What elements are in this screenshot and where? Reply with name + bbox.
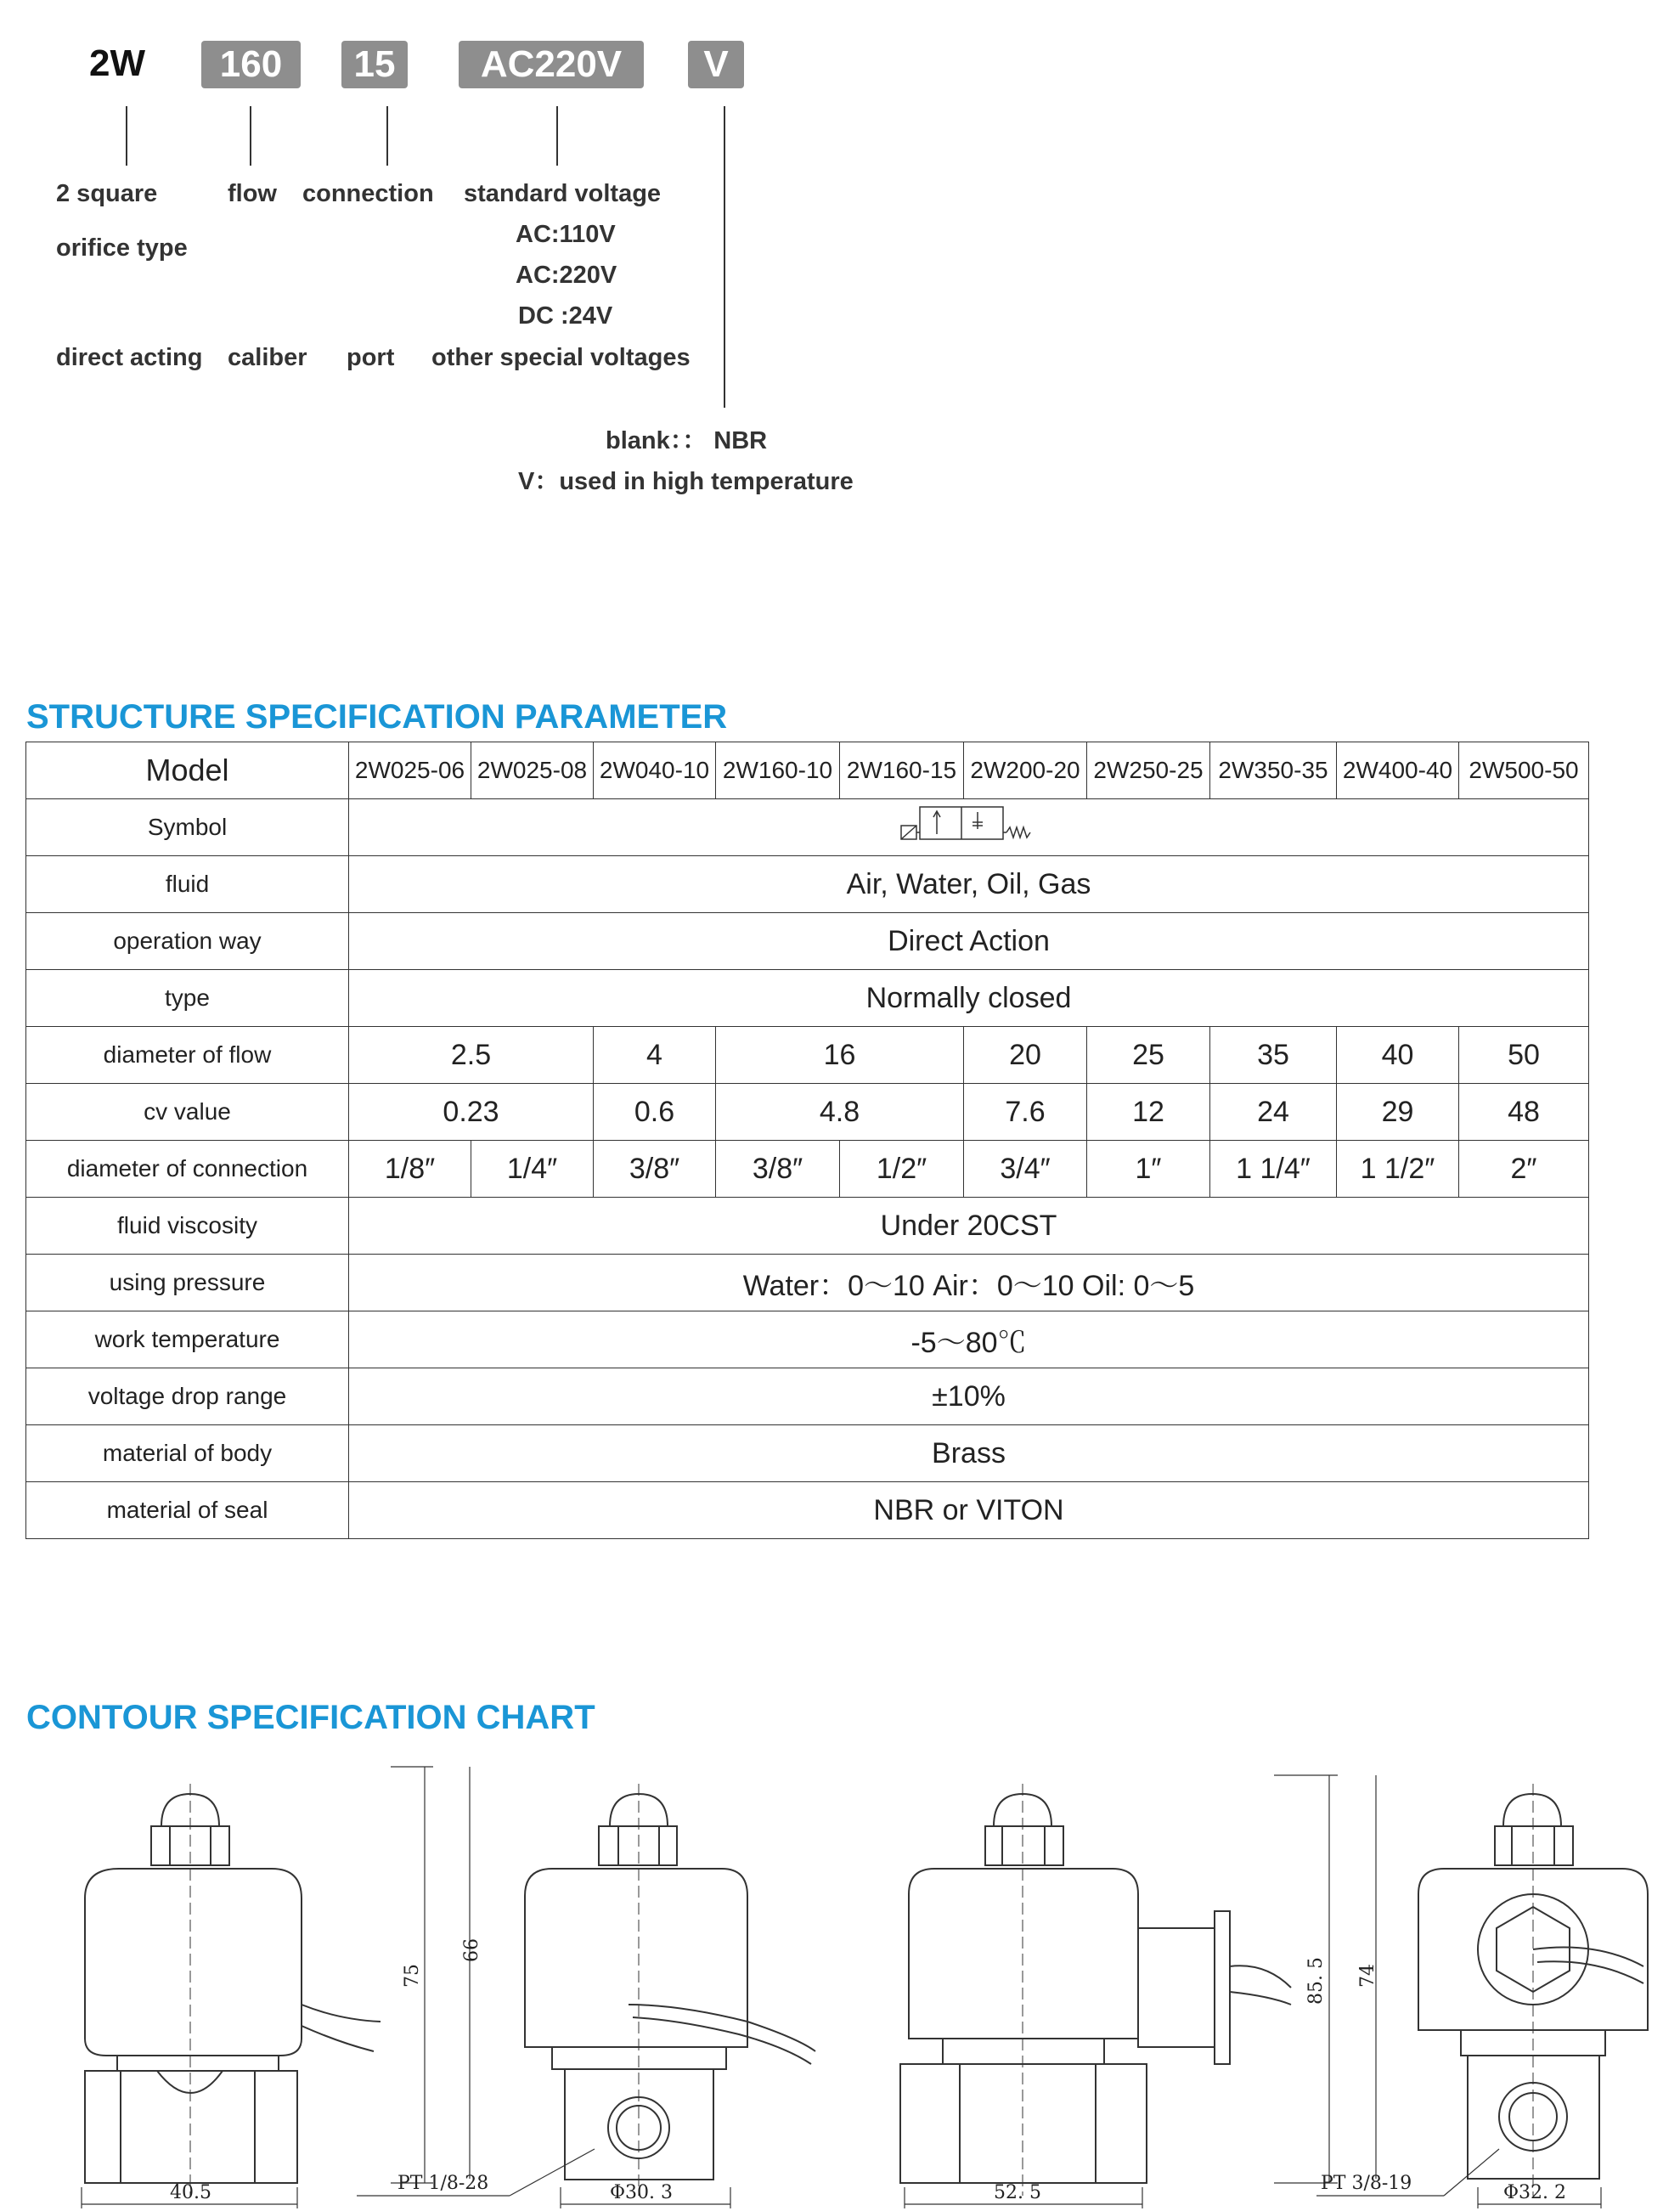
- type-value: Normally closed: [349, 970, 1589, 1027]
- model-cell: 2W400-40: [1337, 742, 1459, 799]
- contour-drawings: [0, 1750, 1680, 2208]
- row-label-operation: operation way: [26, 913, 349, 970]
- model-cell: 2W025-06: [349, 742, 471, 799]
- code-connector: [386, 106, 388, 166]
- small-height-total: 75: [402, 1964, 423, 1988]
- table-row-flow-diameter: [26, 1027, 1589, 1084]
- structure-title: STRUCTURE SPECIFICATION PARAMETER: [26, 698, 728, 736]
- table-row-temperature: [26, 1311, 1589, 1368]
- legend-voltage-2: AC:220V: [516, 262, 617, 289]
- viscosity-value: Under 20CST: [349, 1198, 1589, 1255]
- valve-symbol-cell: [349, 799, 1589, 856]
- row-label-fluid: fluid: [26, 856, 349, 913]
- table-row-fluid: [26, 856, 1589, 913]
- flow-diameter-cell: 40: [1337, 1027, 1459, 1084]
- large-valve-side-view: [1418, 1784, 1648, 2196]
- connection-cell: 1/2″: [840, 1141, 964, 1198]
- code-box-voltage: AC220V: [459, 41, 644, 88]
- model-cell: 2W350-35: [1210, 742, 1337, 799]
- connection-cell: 1 1/4″: [1210, 1141, 1337, 1198]
- connection-cell: 1″: [1087, 1141, 1210, 1198]
- small-diameter: Φ30. 3: [610, 2182, 674, 2203]
- voltage-drop-value: ±10%: [349, 1368, 1589, 1425]
- legend-connection: connection: [302, 180, 434, 207]
- row-label-symbol: Symbol: [26, 799, 349, 856]
- row-label-model: Model: [26, 742, 349, 799]
- spec-table: [25, 742, 1589, 1539]
- connection-cell: 1/8″: [349, 1141, 471, 1198]
- code-connector: [250, 106, 251, 166]
- row-label-cv: cv value: [26, 1084, 349, 1141]
- legend-caliber: caliber: [228, 344, 307, 371]
- model-cell: 2W160-15: [840, 742, 964, 799]
- flow-diameter-cell: 16: [716, 1027, 964, 1084]
- flow-diameter-cell: 2.5: [349, 1027, 594, 1084]
- row-label-type: type: [26, 970, 349, 1027]
- flow-diameter-cell: 20: [964, 1027, 1087, 1084]
- model-cell: 2W500-50: [1459, 742, 1589, 799]
- small-width: 40.5: [170, 2182, 211, 2203]
- legend-blank-nbr: blank：： NBR: [606, 427, 768, 454]
- legend-orifice-1: 2 square: [56, 180, 158, 207]
- table-row-symbol: [26, 799, 1589, 856]
- connection-cell: 3/8″: [594, 1141, 716, 1198]
- row-label-voltage-drop: voltage drop range: [26, 1368, 349, 1425]
- connection-cell: 3/8″: [716, 1141, 840, 1198]
- valve-symbol-icon: [876, 800, 1063, 848]
- small-height-body: 66: [461, 1938, 482, 1962]
- legend-orifice-2: orifice type: [56, 234, 188, 262]
- table-row-voltage-drop: [26, 1368, 1589, 1425]
- cv-cell: 4.8: [716, 1084, 964, 1141]
- code-box-port: 15: [341, 41, 408, 88]
- cv-cell: 7.6: [964, 1084, 1087, 1141]
- fluid-value: Air, Water, Oil, Gas: [349, 856, 1589, 913]
- temperature-value: -5〜80℃: [349, 1311, 1589, 1368]
- row-label-connection: diameter of connection: [26, 1141, 349, 1198]
- code-box-seal: V: [688, 41, 744, 88]
- legend-orifice-3: direct acting: [56, 344, 203, 371]
- table-row-connection: [26, 1141, 1589, 1198]
- large-height-body: 74: [1357, 1964, 1378, 1988]
- cv-cell: 48: [1459, 1084, 1589, 1141]
- code-box-flow: 160: [201, 41, 301, 88]
- large-height-total: 85. 5: [1305, 1957, 1327, 2005]
- table-row-body: [26, 1425, 1589, 1482]
- code-connector: [556, 106, 558, 166]
- cv-cell: 0.23: [349, 1084, 594, 1141]
- flow-diameter-cell: 50: [1459, 1027, 1589, 1084]
- flow-diameter-cell: 35: [1210, 1027, 1337, 1084]
- legend-standard-voltage: standard voltage: [464, 180, 662, 207]
- model-cell: 2W040-10: [594, 742, 716, 799]
- small-thread: PT 1/8-28: [397, 2173, 489, 2194]
- legend-voltage-3: DC :24V: [518, 302, 613, 330]
- connection-cell: 1 1/2″: [1337, 1141, 1459, 1198]
- model-cell: 2W250-25: [1087, 742, 1210, 799]
- cv-cell: 29: [1337, 1084, 1459, 1141]
- large-diameter: Φ32. 2: [1503, 2182, 1567, 2203]
- flow-diameter-cell: 25: [1087, 1027, 1210, 1084]
- large-valve-front-view: [900, 1784, 1291, 2196]
- row-label-flow-diameter: diameter of flow: [26, 1027, 349, 1084]
- connection-cell: 3/4″: [964, 1141, 1087, 1198]
- cv-cell: 0.6: [594, 1084, 716, 1141]
- model-cell: 2W200-20: [964, 742, 1087, 799]
- row-label-pressure: using pressure: [26, 1255, 349, 1311]
- table-row-model: [26, 742, 1589, 799]
- connection-cell: 2″: [1459, 1141, 1589, 1198]
- table-row-operation: [26, 913, 1589, 970]
- connection-cell: 1/4″: [471, 1141, 594, 1198]
- contour-title: CONTOUR SPECIFICATION CHART: [26, 1699, 595, 1736]
- seal-value: NBR or VITON: [349, 1482, 1589, 1539]
- row-label-body: material of body: [26, 1425, 349, 1482]
- legend-v-high-temp: V：used in high temperature: [518, 468, 854, 495]
- legend-flow: flow: [228, 180, 277, 207]
- large-thread: PT 3/8-19: [1321, 2173, 1412, 2194]
- legend-other-voltage: other special voltages: [431, 344, 691, 371]
- pressure-value: Water：0〜10 Air：0〜10 Oil: 0〜5: [349, 1255, 1589, 1311]
- code-prefix: 2W: [89, 42, 145, 84]
- large-width: 52. 5: [994, 2182, 1041, 2203]
- table-row-cv: [26, 1084, 1589, 1141]
- row-label-seal: material of seal: [26, 1482, 349, 1539]
- legend-port: port: [347, 344, 395, 371]
- operation-value: Direct Action: [349, 913, 1589, 970]
- code-connector: [126, 106, 127, 166]
- table-row-type: [26, 970, 1589, 1027]
- table-row-seal: [26, 1482, 1589, 1539]
- body-value: Brass: [349, 1425, 1589, 1482]
- model-cell: 2W025-08: [471, 742, 594, 799]
- row-label-viscosity: fluid viscosity: [26, 1198, 349, 1255]
- cv-cell: 12: [1087, 1084, 1210, 1141]
- model-cell: 2W160-10: [716, 742, 840, 799]
- flow-diameter-cell: 4: [594, 1027, 716, 1084]
- table-row-viscosity: [26, 1198, 1589, 1255]
- small-valve-front-view: [85, 1784, 381, 2196]
- legend-voltage-1: AC:110V: [516, 221, 616, 248]
- row-label-temperature: work temperature: [26, 1311, 349, 1368]
- cv-cell: 24: [1210, 1084, 1337, 1141]
- table-row-pressure: [26, 1255, 1589, 1311]
- code-connector: [724, 106, 725, 408]
- small-valve-side-view: [525, 1784, 815, 2196]
